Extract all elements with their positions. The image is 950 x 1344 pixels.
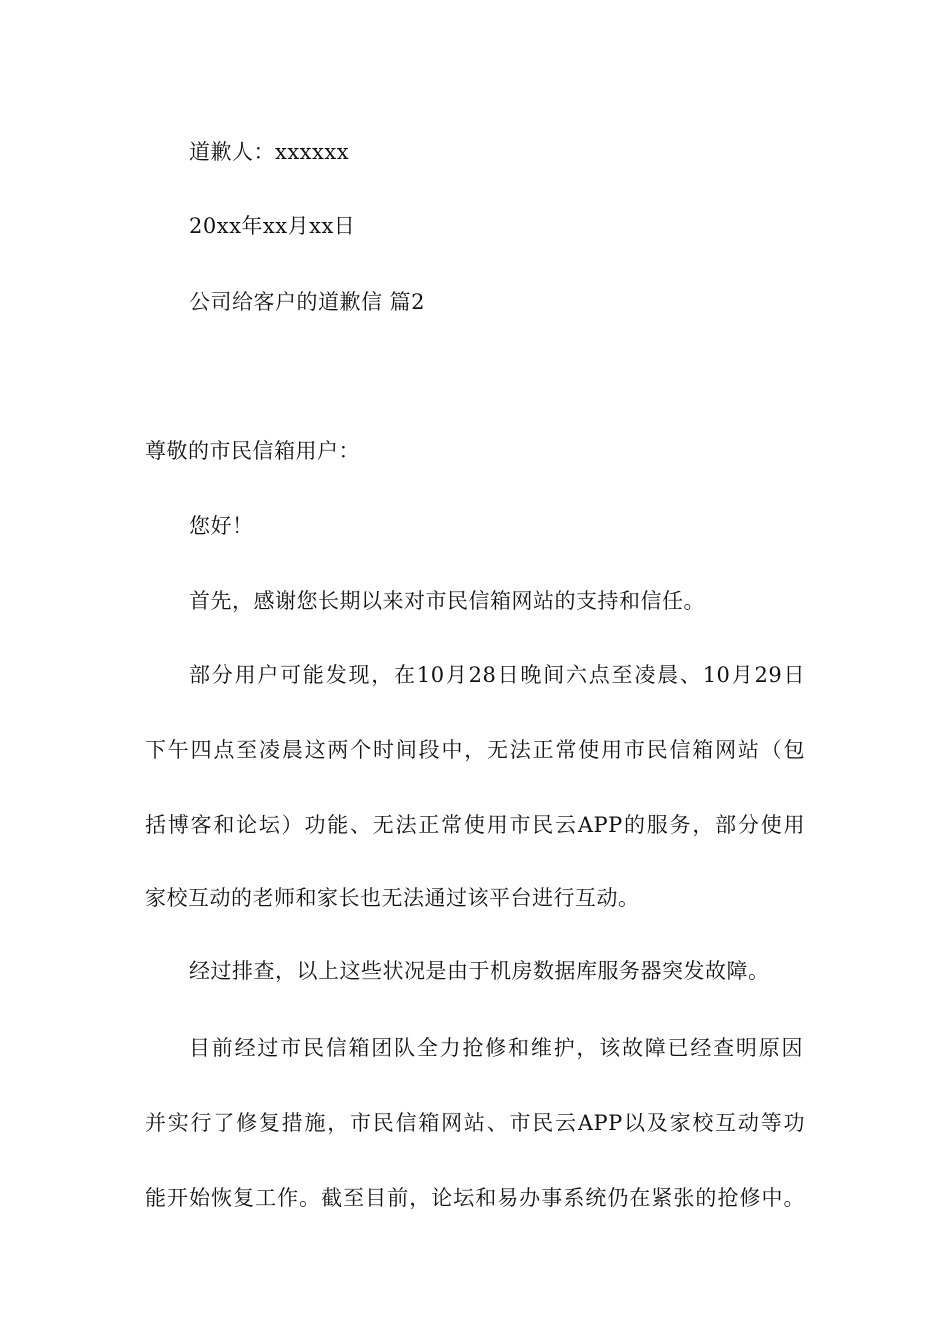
paragraph-2-line-4: 家校互动的老师和家长也无法通过该平台进行互动。 — [145, 886, 640, 910]
apologizer-line: 道歉人：xxxxxx — [189, 140, 350, 164]
paragraph-4-line-1: 目前经过市民信箱团队全力抢修和维护，该故障已经查明原因 — [189, 1036, 803, 1060]
paragraph-4-line-2: 并实行了修复措施，市民信箱网站、市民云APP以及家校互动等功 — [145, 1111, 805, 1135]
salutation: 尊敬的市民信箱用户： — [145, 439, 360, 463]
paragraph-4-line-3: 能开始恢复工作。截至目前，论坛和易办事系统仍在紧张的抢修中。 — [145, 1186, 805, 1210]
date-line: 20xx年xx月xx日 — [189, 214, 356, 238]
section-heading: 公司给客户的道歉信 篇2 — [189, 290, 426, 314]
greeting: 您好！ — [189, 514, 254, 538]
paragraph-3: 经过排查，以上这些状况是由于机房数据库服务器突发故障。 — [189, 959, 770, 983]
paragraph-2-line-3: 括博客和论坛）功能、无法正常使用市民云APP的服务，部分使用 — [145, 813, 805, 837]
paragraph-2-line-2: 下午四点至凌晨这两个时间段中，无法正常使用市民信箱网站（包 — [145, 738, 805, 762]
paragraph-2-line-1: 部分用户可能发现，在10月28日晚间六点至凌晨、10月29日 — [189, 663, 805, 687]
paragraph-1: 首先，感谢您长期以来对市民信箱网站的支持和信任。 — [189, 589, 705, 613]
